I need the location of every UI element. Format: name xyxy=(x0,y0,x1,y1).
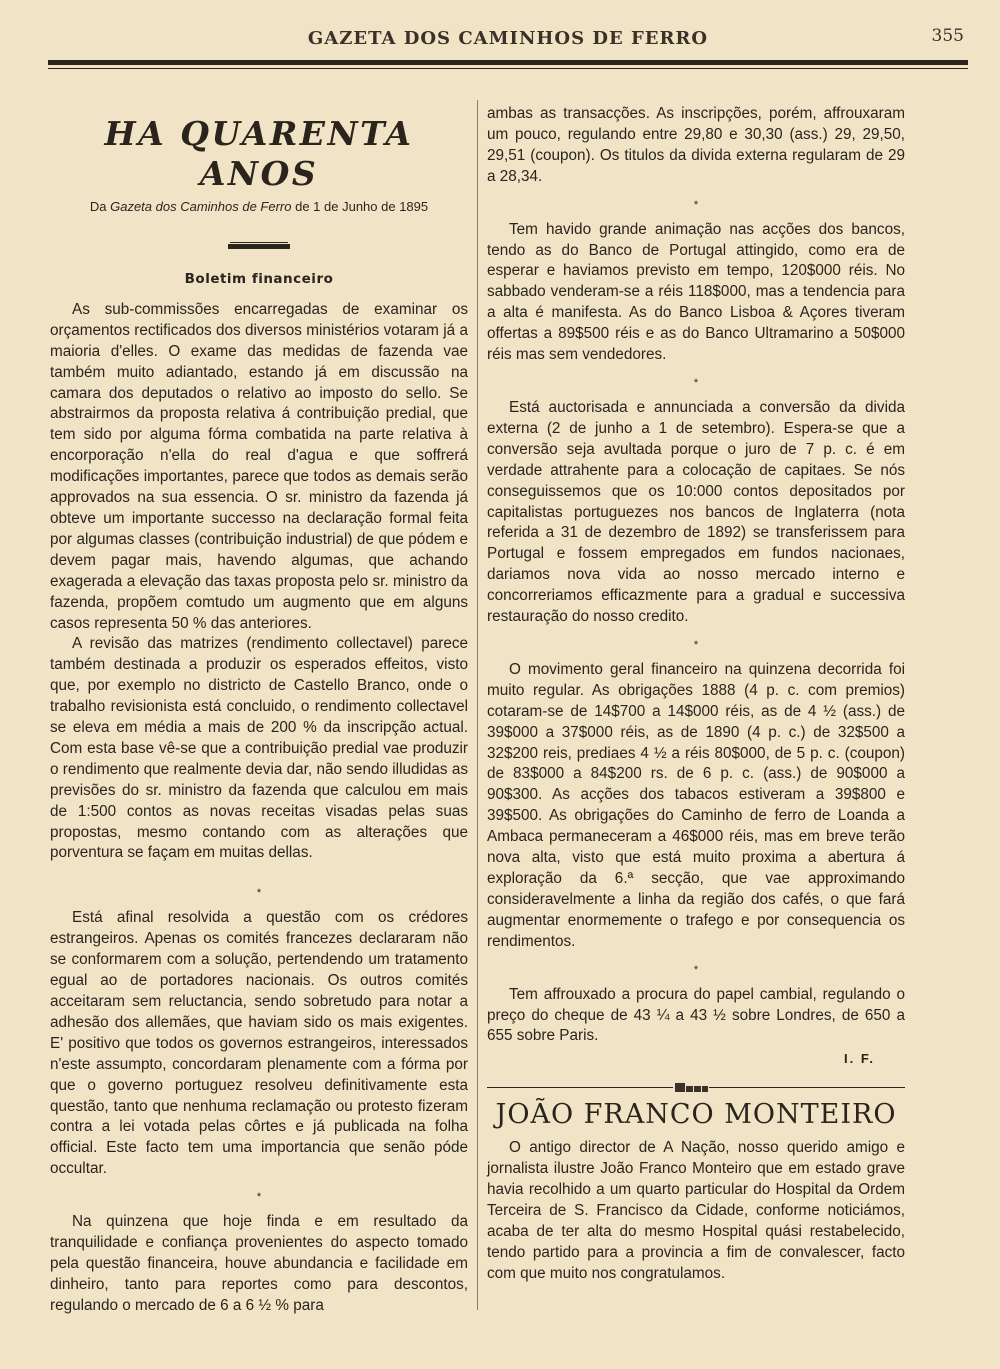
column-divider xyxy=(477,100,478,1310)
source-publication: Gazeta dos Caminhos de Ferro xyxy=(110,199,292,214)
publication-title: GAZETA DOS CAMINHOS DE FERRO xyxy=(307,28,709,49)
article-paragraph: O movimento geral financeiro na quinzena decorrida foi muito regular. As obrigações 1888 (4 p. c. com premios) cotaram-se de 14$700 a 14$000 réis, as de 4 ½ (ass.) de 39$000 a 37$000 réis, as de 1890 (4 p. c.) de 32$500 a 32$200 reis, prediaes 4 ½ a réis 80$000, de 5 p. c. (coupon) de 83$000 a 84$200 rs. de 6 p. c. (ass.) de 90$000 a 90$300. As acções dos tabacos estiveram a 39$800 e 39$500. As obrigações do Caminho de ferro de Loanda a Ambaca permaneceram a 46$000 réis, mas em breve terão nova alta, visto que está muito proxima a abertura á exploração da 6.ª secção, que vae approximando consideravelmente a linha da região dos cafés, o que fará augmentar enormemente o trafego e por consequencia os rendimentos. xyxy=(487,660,905,950)
obituary-text: O antigo director de A Nação, nosso querido amigo e jornalista ilustre João Franco Monteiro que em estado grave havia recolhido a um quarto particular do Hospital da Ordem Terceira de S. Francisco da Cidade, conforme noticiámos, acaba de ter alta do mesmo Hospital quási restabelecido, tendo partido para a provincia a fim de convalescer, facto com que muito nos congratulamos. xyxy=(487,1139,905,1282)
article-paragraph: Tem affrouxado a procura do papel cambial, regulando o preço do cheque de 43 ¼ a 43 ½ sobre Londres, de 650 a 655 sobre Paris. xyxy=(487,985,905,1045)
article-paragraph: Está auctorisada e annunciada a conversão da divida externa (2 de junho a 1 de setembro). Espera-se que a conversão seja avultada porque o juro de 7 p. c. é em verdade attrahente para a colocação de capitaes. Se nós conseguissemos que os 10:000 contos depositados por capitalistas portuguezes nos bancos de Inglaterra (nota referida a 31 de dezembro de 1892) se transferissem para Portugal e fossem empregados em fundos nacionaes, dariamos nova vida ao nosso mercado interno e concorreriamos efficazmente para a gradual e successiva restauração do nosso credito. xyxy=(487,398,905,626)
section-separator: * xyxy=(693,376,699,389)
article-paragraph: Tem havido grande animação nas acções dos bancos, tendo as do Banco de Portugal attingido, como era de esperar e haviamos previsto em tempo, 120$000 réis. No sabbado venderam-se a réis 118$000, mas a tendencia para a alta é manifesta. As do Banco Lisboa & Açores tiveram offertas a 89$500 réis e as do Banco Ultramarino a 50$000 réis mas sem vendedores. xyxy=(487,220,905,364)
header-rule-thin xyxy=(48,68,968,69)
article-paragraph: Está afinal resolvida a questão com os crédores estrangeiros. Apenas os comités francezes declararam não se conformarem com a solução, pertendendo um tratamento egual ao de portadores nacionais. Os outros comités acceitaram sem reluctancia, sendo sobretudo para notar a adhesão dos allemães, que haviam sido os mais exigentes. E' positivo que todos os governos estrangeiros, interessados n'este assumpto, concordaram plenamente com a fórma por que o governo portuguez resolveu definitivamente esta questão, tanto que nenhuma reclamação ou protesto fizeram contra a lei votada pelas côrtes e já publicada na folha official. Este facto tem uma importancia que senão póde occultar. xyxy=(50,909,468,1178)
section-separator: * xyxy=(256,887,262,900)
section-separator: * xyxy=(256,1191,262,1204)
section-separator: * xyxy=(693,963,699,976)
left-column xyxy=(50,100,468,1317)
article-source-line xyxy=(50,198,468,216)
running-header xyxy=(48,24,968,54)
section-separator: * xyxy=(693,638,699,651)
train-icon xyxy=(673,1080,709,1094)
section-separator: * xyxy=(693,198,699,211)
article-paragraph: Na quinzena que hoje finda e em resultado da tranquilidade e confiança provenientes do aspecto tomado pela questão financeira, houve abundancia e facilidade em dinheiro, tanto para reportes como para descontos, regulando o mercado de 6 a 6 ½ % para xyxy=(50,1213,468,1314)
page-number: 355 xyxy=(931,26,964,46)
right-column xyxy=(487,104,905,1285)
obituary-title: JOÃO FRANCO MONTEIRO xyxy=(495,1099,897,1131)
article-headline: HA QUARENTA ANOS xyxy=(104,114,414,193)
header-rule-thick xyxy=(48,60,968,65)
article-paragraph: ambas as transacções. As inscripções, porém, affrouxaram um pouco, regulando entre 29,80 e 30,30 (ass.) 29, 29,50, 29,51 (coupon). Os titulos da divida externa regularam de 29 a 28,34. xyxy=(487,105,905,185)
article-paragraph: As sub-commissões encarregadas de examinar os orçamentos rectificados dos diversos ministérios votaram já a maioria d'elles. O exame das medidas de fazenda vae também muito adiantado, estando já em discussão na camara dos deputados o relativo ao imposto do sello. Se abstrairmos da proposta relativa á contribuição predial, que tem sido por alguma fórma combatida na parte relativa à encorporação n'ella do real d'agua e que soffrerá modificações importantes, parece que todos as demais serão approvados na sua essencia. O sr. ministro da fazenda já obteve um importante successo na declaração formal feita por algumas classes (contribuição industrial) de que pódem e devem pagar mais, havendo algumas, que achando exagerada a elevação das taxas proposta pelo sr. ministro da fazenda, propõem comtudo um augmento que em alguns casos representa 50 % das anteriores. xyxy=(50,300,468,632)
train-ornament-rule xyxy=(487,1080,905,1094)
article-signature: I. F. xyxy=(844,1051,875,1067)
source-prefix: Da xyxy=(89,199,107,214)
ornament-rule xyxy=(228,244,290,249)
section-title: Boletim financeiro xyxy=(184,271,334,287)
source-date: de 1 de Junho de 1895 xyxy=(295,199,429,214)
article-paragraph: A revisão das matrizes (rendimento collectavel) parece também destinada a produzir os esperados effeitos, visto que, por exemplo no districto de Castello Branco, onde o trabalho revisionista está concluido, o rendimento collectavel se eleva em média a mais de 200 % da inscripção actual. Com esta base vê-se que a contribuição predial vae produzir o rendimento que realmente devia dar, não sendo illudidas as previsões do sr. ministro da fazenda que calculou em mais de 1:500 contos as novas receitas visadas pelas suas propostas, mesmo contando com as alterações que porventura se façam em muitas dellas. xyxy=(50,635,468,862)
